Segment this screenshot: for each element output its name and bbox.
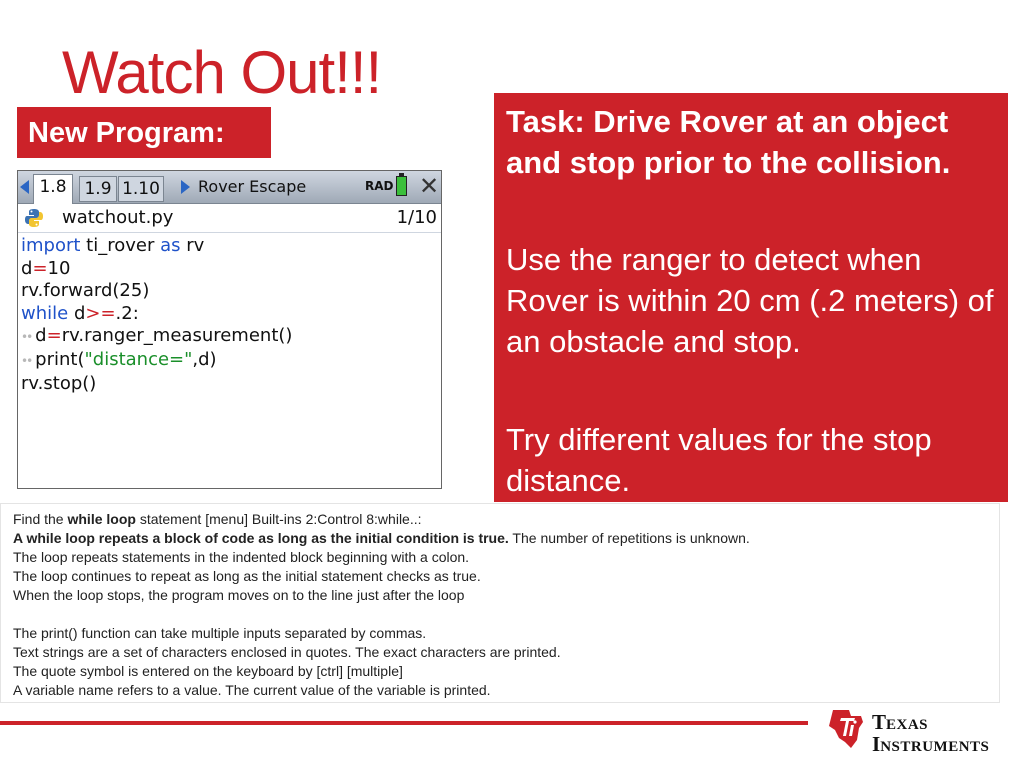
code-line <box>21 235 441 258</box>
notes-panel <box>0 503 1000 703</box>
note-bold: while loop <box>67 511 136 527</box>
code-text: .2: <box>115 302 139 324</box>
code-keyword: while <box>21 302 69 324</box>
brand-wordmark <box>872 710 990 757</box>
file-bar <box>18 204 441 233</box>
brand-text: EXAS <box>886 717 929 733</box>
note-spacer <box>13 605 999 624</box>
python-icon <box>24 208 44 228</box>
note-line: The loop continues to repeat as long as the initial statement checks as true. <box>13 568 481 584</box>
code-text: print( <box>35 348 85 370</box>
code-editor[interactable] <box>18 233 441 395</box>
code-text: d <box>21 257 33 279</box>
code-text: rv.ranger_measurement() <box>61 325 293 347</box>
line-indicator: 1/10 <box>396 207 437 228</box>
brand-line-2: INSTRUMENTS <box>872 732 990 756</box>
code-text: 10 <box>47 257 71 279</box>
code-line <box>21 325 441 349</box>
code-operator: >= <box>85 302 116 324</box>
note-text: statement [menu] Built-ins 2:Control 8:while..: <box>135 511 422 527</box>
footer-divider <box>0 721 808 725</box>
note-line <box>13 510 999 529</box>
code-line <box>21 373 441 396</box>
close-icon[interactable]: ✕ <box>419 172 440 200</box>
indent-marker: •• <box>21 353 32 368</box>
indent-marker: •• <box>21 330 32 345</box>
document-name: Rover Escape <box>198 177 307 196</box>
code-text: ti_rover <box>80 235 161 256</box>
code-text: d <box>35 325 47 347</box>
code-text: ,d) <box>192 348 217 370</box>
code-text: d <box>68 302 86 324</box>
task-instruction: Use the ranger to detect when Rover is within 20 cm (.2 meters) of an obstacle and stop. <box>506 242 994 359</box>
note-line: The loop repeats statements in the indented block beginning with a colon. <box>13 549 470 565</box>
task-panel <box>494 93 1008 502</box>
code-text: rv.stop() <box>21 372 97 394</box>
file-name: watchout.py <box>62 207 174 228</box>
code-line <box>21 258 441 281</box>
code-operator: = <box>32 257 48 279</box>
tab-1-8[interactable]: 1.8 <box>33 174 73 204</box>
note-line: Text strings are a set of characters enclosed in quotes. The exact characters are printed. <box>13 644 561 660</box>
task-heading: Task: Drive Rover at an object and stop prior to the collision. <box>506 104 951 180</box>
code-keyword: import <box>21 235 81 256</box>
code-line <box>21 280 441 303</box>
code-operator: = <box>46 325 62 347</box>
note-text: Find the <box>13 511 68 527</box>
texas-instruments-logo-icon <box>827 706 867 750</box>
tab-1-9[interactable]: 1.9 <box>79 176 117 202</box>
slide-title: Watch Out!!! <box>62 39 382 106</box>
code-text: rv <box>180 235 205 256</box>
left-arrow-icon[interactable] <box>20 180 29 194</box>
note-line: When the loop stops, the program moves on to the line just after the loop <box>13 587 465 603</box>
note-text: The number of repetitions is unknown. <box>508 530 750 546</box>
angle-mode-indicator: RAD <box>365 179 394 193</box>
code-line <box>21 303 441 326</box>
code-string: "distance=" <box>84 348 193 370</box>
note-line: The print() function can take multiple inputs separated by commas. <box>13 625 427 641</box>
calculator-screen <box>17 170 442 489</box>
task-tip: Try different values for the stop distance. <box>506 422 932 498</box>
right-arrow-icon[interactable] <box>181 180 190 194</box>
code-line <box>21 349 441 373</box>
note-line <box>13 529 999 548</box>
code-text: rv.forward(25) <box>21 280 150 302</box>
brand-line-1: TEXAS <box>872 710 929 734</box>
battery-icon <box>396 176 407 196</box>
calculator-tab-bar <box>18 171 441 204</box>
note-line: A variable name refers to a value. The current value of the variable is printed. <box>13 682 491 698</box>
note-line: The quote symbol is entered on the keyboard by [ctrl] [multiple] <box>13 663 403 679</box>
brand-text: NSTRUMENTS <box>880 739 990 755</box>
code-keyword: as <box>160 235 181 256</box>
note-bold: A while loop repeats a block of code as long as the initial condition is true. <box>13 530 509 546</box>
new-program-label: New Program: <box>17 107 271 158</box>
tab-1-10[interactable]: 1.10 <box>118 176 164 202</box>
